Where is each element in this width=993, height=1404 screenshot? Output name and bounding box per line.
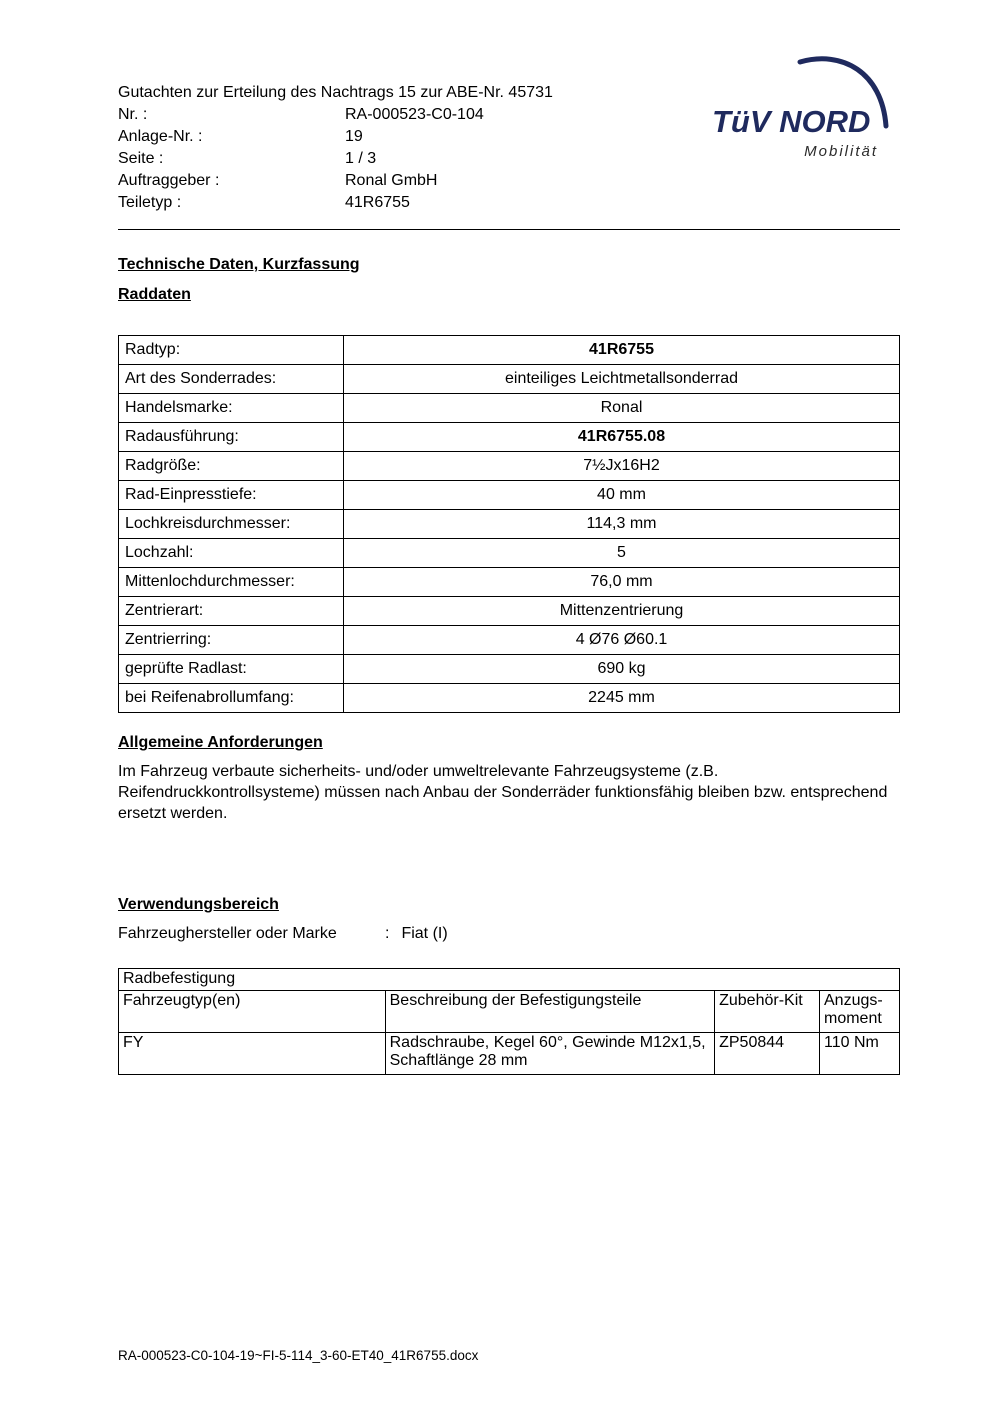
raddaten-label: Zentrierart:: [119, 597, 344, 626]
fahrzeughersteller-label: Fahrzeughersteller oder Marke: [118, 925, 337, 942]
raddaten-value: einteiliges Leichtmetallsonderrad: [344, 365, 900, 394]
header-field: [118, 170, 553, 192]
raddaten-value: 40 mm: [344, 481, 900, 510]
raddaten-value: 41R6755: [344, 336, 900, 365]
raddaten-label: Lochkreisdurchmesser:: [119, 510, 344, 539]
raddaten-row: [119, 626, 900, 655]
raddaten-row: [119, 684, 900, 713]
header-field: [118, 126, 553, 148]
raddaten-label: bei Reifenabrollumfang:: [119, 684, 344, 713]
raddaten-row: [119, 539, 900, 568]
field-value: RA-000523-C0-104: [345, 106, 484, 123]
tuv-nord-logo-graphic: [710, 52, 900, 152]
field-label: Teiletyp :: [118, 194, 182, 211]
raddaten-value: Mittenzentrierung: [344, 597, 900, 626]
raddaten-label: geprüfte Radlast:: [119, 655, 344, 684]
column-header-zubehoer-kit: Zubehör-Kit: [715, 991, 820, 1033]
document-filename-footer: RA-000523-C0-104-19~FI-5-114_3-60-ET40_41R6755.docx: [118, 1348, 479, 1363]
cell-fahrzeugtyp: FY: [119, 1033, 386, 1075]
raddaten-row: [119, 597, 900, 626]
raddaten-value: 114,3 mm: [344, 510, 900, 539]
section-heading-raddaten: Raddaten: [118, 286, 191, 303]
header-divider: [118, 229, 900, 230]
raddaten-row: [119, 481, 900, 510]
field-value: 19: [345, 128, 363, 145]
raddaten-value: 5: [344, 539, 900, 568]
raddaten-label: Radgröße:: [119, 452, 344, 481]
radbefestigung-header-row: [119, 991, 900, 1033]
field-label: Nr. :: [118, 106, 148, 123]
raddaten-value: 7½Jx16H2: [344, 452, 900, 481]
header-field: [118, 104, 553, 126]
raddaten-label: Zentrierring:: [119, 626, 344, 655]
raddaten-label: Lochzahl:: [119, 539, 344, 568]
document-title: Gutachten zur Erteilung des Nachtrags 15 zur ABE-Nr. 45731: [118, 84, 553, 101]
raddaten-value: 690 kg: [344, 655, 900, 684]
tuv-nord-logo: [710, 52, 900, 160]
radbefestigung-title: Radbefestigung: [119, 969, 900, 991]
allgemeine-anforderungen-text: Im Fahrzeug verbaute sicherheits- und/oder umweltrelevante Fahrzeugsysteme (z.B. Reifendruckkontrollsysteme) müssen nach Anbau der Sonderräder funktionsfähig bleiben bzw. entsprechend ersetzt werden.: [118, 763, 888, 822]
raddaten-value: 2245 mm: [344, 684, 900, 713]
column-header-anzugsmoment: Anzugs-moment: [820, 991, 900, 1033]
radbefestigung-table: [118, 968, 900, 1075]
logo-brand-text: TüV NORD: [712, 104, 871, 139]
cell-anzugsmoment: 110 Nm: [820, 1033, 900, 1075]
raddaten-label: Mittenlochdurchmesser:: [119, 568, 344, 597]
document-header: [118, 82, 900, 214]
radbefestigung-title-row: [119, 969, 900, 991]
column-header-fahrzeugtyp: Fahrzeugtyp(en): [119, 991, 386, 1033]
section-heading-technische-daten: Technische Daten, Kurzfassung: [118, 256, 360, 273]
column-header-beschreibung: Beschreibung der Befestigungsteile: [385, 991, 714, 1033]
cell-zubehoer-kit: ZP50844: [715, 1033, 820, 1075]
header-field: [118, 192, 553, 214]
header-field: [118, 148, 553, 170]
field-label: Auftraggeber :: [118, 172, 220, 189]
raddaten-value: 4 Ø76 Ø60.1: [344, 626, 900, 655]
raddaten-row: [119, 336, 900, 365]
raddaten-value: 41R6755.08: [344, 423, 900, 452]
field-value: Ronal GmbH: [345, 172, 438, 189]
raddaten-row: [119, 394, 900, 423]
field-label: Seite :: [118, 150, 164, 167]
radbefestigung-data-row: [119, 1033, 900, 1075]
field-value: 1 / 3: [345, 150, 377, 167]
raddaten-row: [119, 655, 900, 684]
section-heading-verwendungsbereich: Verwendungsbereich: [118, 896, 279, 913]
raddaten-row: [119, 510, 900, 539]
raddaten-row: [119, 452, 900, 481]
fahrzeughersteller-line: [118, 925, 900, 943]
raddaten-label: Rad-Einpresstiefe:: [119, 481, 344, 510]
logo-subtitle: Mobilität: [804, 143, 878, 160]
fahrzeughersteller-value: Fiat (I): [401, 925, 448, 942]
fahrzeughersteller-separator: :: [385, 925, 390, 942]
raddaten-row: [119, 568, 900, 597]
field-label: Anlage-Nr. :: [118, 128, 203, 145]
header-text-block: [118, 82, 553, 214]
raddaten-row: [119, 423, 900, 452]
raddaten-row: [119, 365, 900, 394]
raddaten-value: Ronal: [344, 394, 900, 423]
raddaten-value: 76,0 mm: [344, 568, 900, 597]
raddaten-table-body: [119, 336, 900, 713]
raddaten-table: [118, 335, 900, 713]
raddaten-label: Art des Sonderrades:: [119, 365, 344, 394]
raddaten-label: Radausführung:: [119, 423, 344, 452]
field-value: 41R6755: [345, 194, 410, 211]
raddaten-label: Radtyp:: [119, 336, 344, 365]
section-heading-allgemeine-anforderungen: Allgemeine Anforderungen: [118, 734, 323, 751]
raddaten-label: Handelsmarke:: [119, 394, 344, 423]
cell-beschreibung: Radschraube, Kegel 60°, Gewinde M12x1,5, Schaftlänge 28 mm: [385, 1033, 714, 1075]
